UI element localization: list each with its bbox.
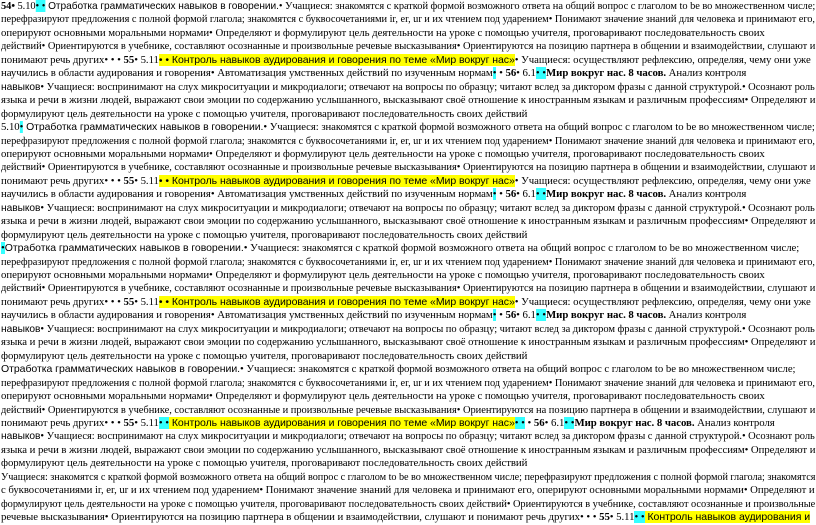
bold-text: 55 [123, 416, 135, 429]
text-run: • Учащиеся: воспринимают на слух микроситуации и микродиалоги; отвечают на вопросы по образцу; читают вслед за диктором фразы с данной структурой.• Осознают роль [40, 322, 815, 335]
text-run: Отработка грамматических навыков в говорении. [23, 121, 264, 134]
text-run: речевые высказывания• Ориентируются на позицию партнера в общении и взаимодействии, слушают и понимают речь других• • • [1, 511, 600, 524]
text-run: формулируют цель деятельности на уроке с помощью учителя, проговаривают последовательность своих действий [1, 457, 528, 470]
highlighted-text: • • Контроль навыков аудирования и говорения по теме «Мир вокруг нас» [158, 53, 515, 66]
highlighted-text: Контроль навыков аудирования и говорения по теме «Мир вокруг нас» [169, 416, 515, 429]
text-run: • 6.1 [516, 67, 536, 80]
text-run: Анализ контроля [666, 309, 747, 322]
text-run: • [496, 67, 506, 80]
text-run: оперируют основными моральными нормами• Определяют и формулируют цель деятельности на уроке с помощью учителя, проговаривают последовательность своих [1, 147, 765, 160]
bold-text: 55 [123, 295, 135, 308]
text-run: действий• Ориентируются в учебнике, составляют осознанные и произвольные речевые высказывания• Ориентируются на позицию партнера в общении и взаимодействии, слушают и [1, 40, 816, 53]
text-run: • Учащиеся: знакомятся с краткой формой возможного ответа на общий вопрос с глаголом to be во множественном числе; [240, 363, 796, 376]
text-run: • 5.11 [134, 416, 159, 429]
text-run: • [524, 416, 534, 429]
bold-text: Мир вокруг нас. 8 часов. [546, 67, 667, 80]
text-run: действий• Ориентируются в учебнике, составляют осознанные и произвольные речевые высказывания• Ориентируются на позицию партнера в общении и взаимодействии, слушают и [1, 282, 816, 295]
text-run: Отработка грамматических навыков в говорении. [45, 0, 279, 12]
highlighted-text: • • [535, 188, 547, 201]
text-run: понимают речь других• • • [1, 174, 124, 187]
text-run: • [496, 188, 506, 201]
text-run: • 5.11 [134, 53, 159, 66]
highlighted-text: • • [514, 416, 525, 429]
bold-text: 56 [533, 416, 545, 429]
highlighted-text: • • [535, 309, 547, 322]
text-run: действий• Ориентируются в учебнике, составляют осознанные и произвольные речевые высказывания• Ориентируются на позицию партнера в общении и взаимодействии, слушают и [1, 403, 816, 416]
text-run: Отработка грамматических навыков в говорении. [1, 363, 241, 376]
text-run: перефразируют предложения с полной формой глагола; знакомятся с буквосочетаниями ir, er, ur и их чтением под ударением• Понимают значение знаний для человека и принимают его, [1, 134, 815, 147]
highlighted-text: • [492, 309, 497, 322]
text-run: с буквосочетаниями ir, er, ur и их чтением под ударением• Понимают значение знаний для человека и принимают его, оперируют основными моральными нормами• Определяют и [1, 484, 815, 497]
text-run: языка и речи в жизни людей, выражают свои эмоции по содержанию услышанного, высказывают своё отношение к иностранным языкам и различным профессиям• Определяют и [1, 215, 816, 228]
text-run: научились в области аудирования и говорения• Автоматизация умственных действий по изученным нормам [1, 309, 493, 322]
bold-text: 55 [123, 53, 135, 66]
text-run: • 5.11 [134, 295, 159, 308]
text-run: языка и речи в жизни людей, выражают свои эмоции по содержанию услышанного, высказывают своё отношение к иностранным языкам и различным профессиям• Определяют и [1, 443, 816, 456]
text-run: 5.10 [1, 121, 20, 134]
text-run: • Учащиеся: осуществляют рефлексию, определяя, чему они уже [514, 53, 811, 66]
highlighted-text: • • [564, 416, 575, 429]
highlighted-text: • [492, 188, 497, 201]
text-run: понимают речь других• • • [1, 416, 124, 429]
highlighted-text: • • [634, 511, 645, 524]
text-run: • Учащиеся: знакомятся с краткой формой возможного ответа на общий вопрос с глаголом to be во множественном числе; [263, 121, 815, 134]
text-run: 5.10 [17, 0, 36, 12]
text-run: навыков [1, 322, 41, 335]
bold-text: Мир вокруг нас. 8 часов. [574, 416, 695, 429]
text-run: перефразируют предложения с полной формой глагола; знакомятся с буквосочетаниями ir, er, ur и их чтением под ударением• Понимают значение знаний для человека и принимают его, [1, 13, 815, 26]
text-run: оперируют основными моральными нормами• Определяют и формулируют цель деятельности на уроке с помощью учителя, проговаривают последовательность своих [1, 390, 765, 403]
text-run: формулируют цель деятельности на уроке с помощью учителя, проговаривают последовательность своих действий [1, 228, 528, 241]
text-run: языка и речи в жизни людей, выражают свои эмоции по содержанию услышанного, высказывают своё отношение к иностранным языкам и различным профессиям• Определяют и [1, 336, 816, 349]
text-run: • 6.1 [516, 309, 536, 322]
highlighted-text: • • [158, 416, 169, 429]
text-run: • 6.1 [544, 416, 565, 429]
text-run: языка и речи в жизни людей, выражают свои эмоции по содержанию услышанного, высказывают своё отношение к иностранным языкам и различным профессиям• Определяют и [1, 94, 816, 107]
highlighted-text: • • [535, 67, 547, 80]
text-run: формулируют цель деятельности на уроке с помощью учителя, проговаривают последовательность своих действий [1, 107, 528, 120]
text-line [1, 510, 810, 525]
text-run: Анализ контроля [666, 188, 747, 201]
text-run: • 6.1 [516, 188, 536, 201]
text-run: формулируют цель деятельности на уроке с помощью учителя, проговаривают последовательность своих действий [1, 349, 528, 362]
bold-text: Мир вокруг нас. 8 часов. [546, 309, 667, 322]
highlighted-text: • • [35, 0, 46, 12]
text-run: понимают речь других• • • [1, 53, 124, 66]
text-run: • Учащиеся: воспринимают на слух микроситуации и микродиалоги; отвечают на вопросы по образцу; читают вслед за диктором фразы с данной структурой.• Осознают роль [40, 201, 815, 214]
text-run: перефразируют предложения с полной формой глагола; знакомятся с буквосочетаниями ir, er, ur и их чтением под ударением• Понимают значение знаний для человека и принимают его, [1, 255, 815, 268]
text-run: понимают речь других• • • [1, 295, 124, 308]
text-run: действий• Ориентируются в учебнике, составляют осознанные и произвольные речевые высказывания• Ориентируются на позицию партнера в общении и взаимодействии, слушают и [1, 161, 816, 174]
text-run: оперируют основными моральными нормами• Определяют и формулируют цель деятельности на уроке с помощью учителя, проговаривают последовательность своих [1, 26, 765, 39]
text-run: Анализ контроля [694, 416, 775, 429]
text-run: Анализ контроля [666, 67, 747, 80]
bold-text: 56 [505, 188, 517, 201]
text-run: • Учащиеся: осуществляют рефлексию, определяя, чему они уже [514, 295, 811, 308]
text-run: • Учащиеся: осуществляют рефлексию, определяя, чему они уже [514, 174, 811, 187]
text-run: • Учащиеся: знакомятся с краткой формой возможного ответа на общий вопрос с глаголом to be во множественном числе; [278, 0, 816, 12]
highlighted-text: • [19, 121, 24, 134]
text-run: Учащиеся: знакомятся с краткой формой возможного ответа на общий вопрос с глаголом to be во множественном числе; перефразируют предложения с полной формой глагола; знакомятся [1, 470, 816, 483]
text-run: • 5.11 [134, 174, 159, 187]
bold-text: 56 [505, 67, 517, 80]
bold-text: Мир вокруг нас. 8 часов. [546, 188, 667, 201]
text-run: оперируют основными моральными нормами• Определяют и формулируют цель деятельности на уроке с помощью учителя, проговаривают последовательность своих [1, 269, 765, 281]
text-run: Отработка грамматических навыков в говорении. [4, 242, 244, 255]
highlighted-text: Контроль навыков аудирования и [644, 511, 811, 524]
highlighted-text: • • Контроль навыков аудирования и говорения по теме «Мир вокруг нас» [158, 295, 515, 308]
bold-text: 56 [505, 309, 517, 322]
text-run: • 5.11 [609, 511, 635, 524]
highlighted-text: • [492, 67, 497, 80]
text-run: формулируют цель деятельности на уроке с помощью учителя, проговаривают последовательность своих действий• Ориентируются в учебнике, составляют осознанные и произвольные [1, 497, 816, 510]
text-run: научились в области аудирования и говорения• Автоматизация умственных действий по изученным нормам [1, 67, 493, 80]
text-run: • Учащиеся: знакомятся с краткой формой возможного ответа на общий вопрос с глаголом to be во множественном числе; [243, 242, 800, 255]
text-run: научились в области аудирования и говорения• Автоматизация умственных действий по изученным нормам [1, 188, 493, 201]
text-run: • [496, 309, 506, 322]
text-run: • Учащиеся: воспринимают на слух микроситуации и микродиалоги; отвечают на вопросы по образцу; читают вслед за диктором фразы с данной структурой.• Осознают роль [40, 430, 815, 443]
bold-text: 54• [1, 0, 18, 12]
bold-text: 55 [599, 511, 610, 524]
highlighted-text: • • Контроль навыков аудирования и говорения по теме «Мир вокруг нас» [158, 174, 515, 187]
text-run: навыков [1, 201, 41, 214]
bold-text: 55 [123, 174, 135, 187]
text-run: навыков [1, 80, 41, 93]
text-run: перефразируют предложения с полной формой глагола; знакомятся с буквосочетаниями ir, er, ur и их чтением под ударением• Понимают значение знаний для человека и принимают его, [1, 376, 815, 389]
text-run: • Учащиеся: воспринимают на слух микроситуации и микродиалоги; отвечают на вопросы по образцу; читают вслед за диктором фразы с данной структурой.• Осознают роль [40, 80, 815, 93]
text-run: навыков [1, 430, 41, 443]
highlighted-text: • [1, 242, 5, 255]
